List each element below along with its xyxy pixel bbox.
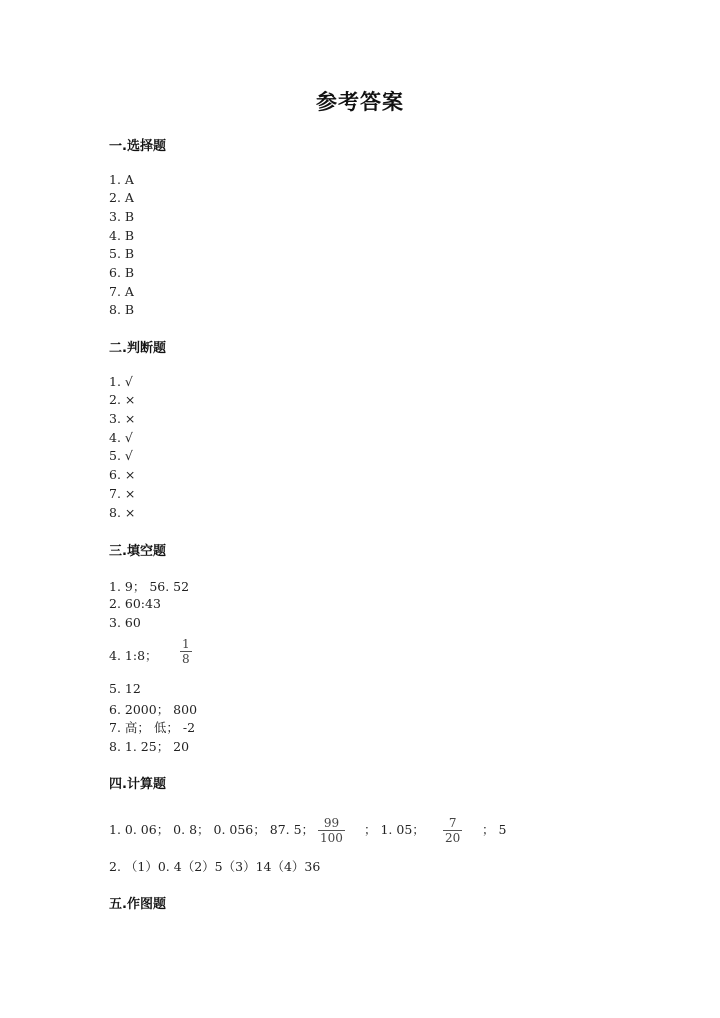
- list-item: 4. 1:8；: [109, 648, 158, 663]
- list-item: 8. ×: [109, 505, 136, 520]
- fraction-numerator: 99: [323, 816, 340, 830]
- list-item-segment: ； 1. 05；: [364, 822, 425, 837]
- section-heading-choice: 一.选择题: [109, 139, 166, 154]
- list-item: 6. B: [109, 265, 135, 280]
- list-item: 8. 1. 25； 20: [109, 739, 190, 754]
- list-item: 2. 60:43: [109, 596, 161, 611]
- fraction: [318, 816, 345, 845]
- list-item: 3. 60: [109, 615, 141, 630]
- list-item: 3. B: [109, 209, 135, 224]
- list-item: 7. A: [109, 284, 134, 299]
- list-item-segment: ； 5: [482, 822, 507, 837]
- list-item: 1. 0. 06； 0. 8； 0. 056； 87. 5；: [109, 822, 315, 837]
- list-item: 5. 12: [109, 681, 141, 696]
- list-item: 8. B: [109, 302, 135, 317]
- list-item: 4. √: [109, 430, 133, 445]
- list-item: 6. ×: [109, 467, 136, 482]
- list-item: 2. （1）0. 4（2）5（3）14（4）36: [109, 859, 321, 874]
- list-item: 5. B: [109, 246, 135, 261]
- section-heading-judge: 二.判断题: [109, 341, 166, 356]
- list-item: 2. A: [109, 190, 134, 205]
- list-item: 6. 2000； 800: [109, 702, 198, 717]
- section-heading-calc: 四.计算题: [109, 777, 166, 792]
- section-heading-drawing: 五.作图题: [109, 897, 166, 912]
- fraction: [443, 816, 462, 845]
- fraction-denominator: 20: [445, 831, 461, 845]
- page-title: 参考答案: [316, 90, 404, 114]
- list-item: 7. ×: [109, 486, 136, 501]
- section-heading-fill: 三.填空题: [109, 544, 166, 559]
- list-item: 1. A: [109, 172, 134, 187]
- fraction: [180, 637, 192, 666]
- list-item: 3. ×: [109, 411, 136, 426]
- fraction-denominator: 8: [182, 652, 190, 666]
- fraction-denominator: 100: [320, 831, 343, 845]
- list-item: 1. 9； 56. 52: [109, 579, 190, 594]
- fraction-numerator: 1: [182, 637, 190, 651]
- fraction-numerator: 7: [448, 816, 457, 830]
- list-item: 1. √: [109, 374, 133, 389]
- list-item: 4. B: [109, 228, 135, 243]
- list-item: 5. √: [109, 448, 133, 463]
- list-item: 7. 高； 低； -2: [109, 720, 196, 735]
- list-item: 2. ×: [109, 392, 136, 407]
